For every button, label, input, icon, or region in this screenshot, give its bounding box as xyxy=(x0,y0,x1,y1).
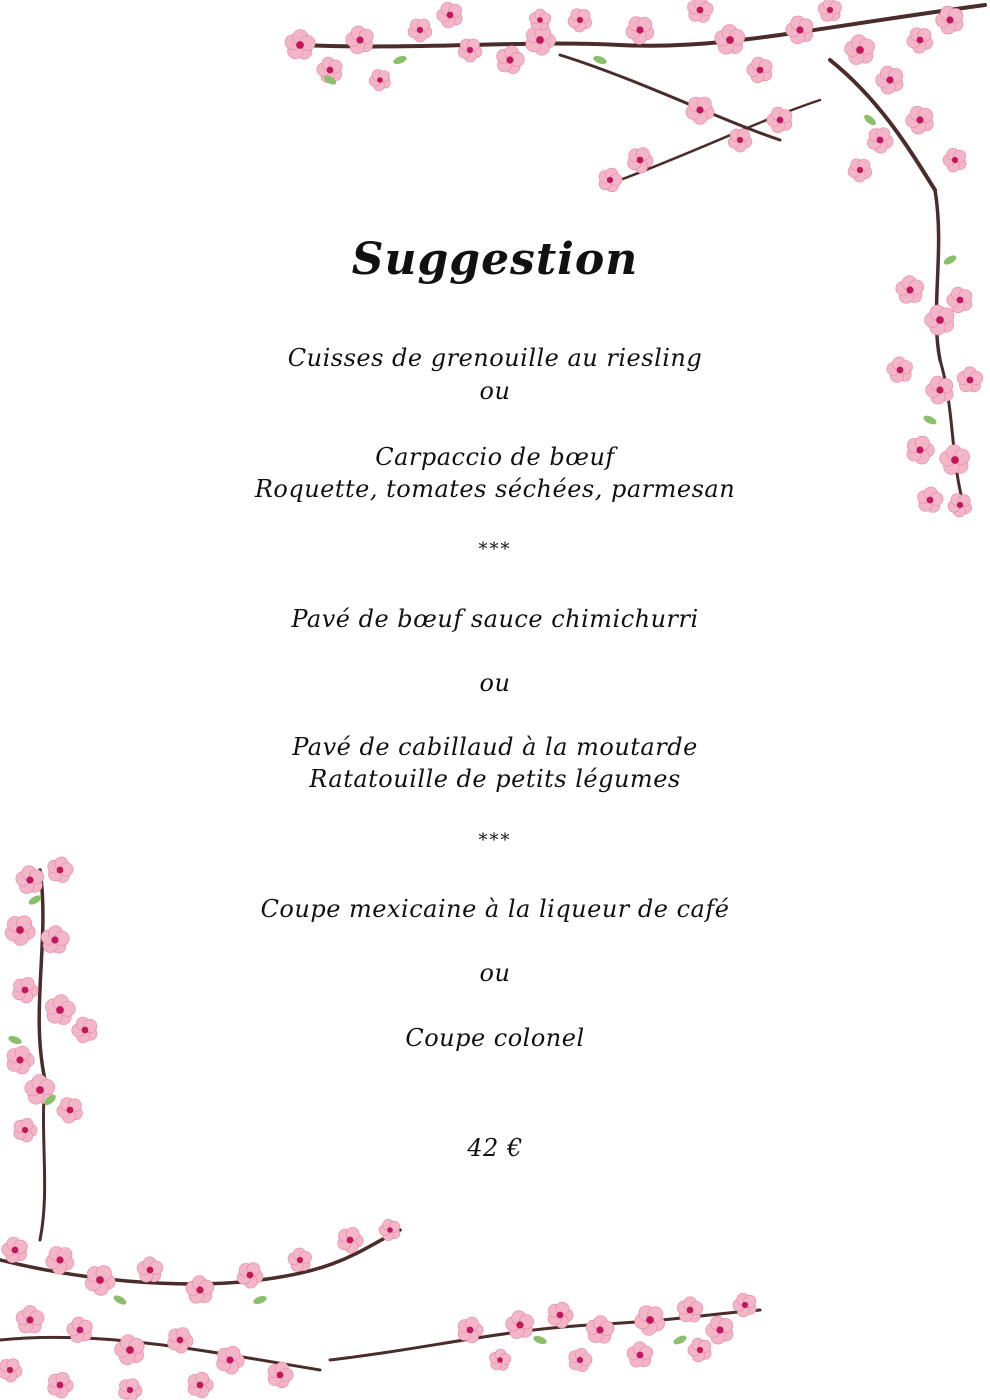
blossom-icon xyxy=(706,1316,733,1344)
blossom-icon xyxy=(677,1297,703,1322)
blossom-icon xyxy=(715,25,745,55)
blossom-icon xyxy=(0,1359,22,1382)
blossom-icon xyxy=(876,66,903,94)
blossom-icon xyxy=(688,1338,711,1362)
blossom-icon xyxy=(338,1227,364,1253)
blossom-icon xyxy=(627,1342,653,1367)
blossom-icon xyxy=(186,1276,214,1304)
blossom-icon xyxy=(818,0,842,21)
blossom-icon xyxy=(217,1346,245,1374)
blossom-icon xyxy=(867,128,893,153)
blossom-icon xyxy=(188,1372,213,1398)
blossom-icon xyxy=(237,1263,263,1288)
blossom-icon xyxy=(57,1098,83,1124)
blossom-icon xyxy=(845,35,875,65)
blossom-icon xyxy=(369,70,390,91)
blossom-icon xyxy=(626,17,654,45)
blossom-icon xyxy=(907,28,933,54)
menu-price: 42 € xyxy=(467,1134,523,1162)
blossom-icon xyxy=(288,1248,312,1271)
entree-option-2-line-2: Roquette, tomates séchées, parmesan xyxy=(254,475,736,503)
main-or: ou xyxy=(479,669,511,697)
blossom-icon xyxy=(346,26,374,54)
menu-title: Suggestion xyxy=(351,234,639,285)
blossom-icon xyxy=(48,857,73,883)
blossom-icon xyxy=(48,1372,73,1398)
blossom-icon xyxy=(586,1316,614,1344)
blossom-icon xyxy=(569,1348,592,1372)
entree-option-1: Cuisses de grenouille au riesling xyxy=(287,344,703,372)
blossom-icon xyxy=(906,106,934,134)
blossom-icon xyxy=(2,1237,28,1263)
main-option-2-line-2: Ratatouille de petits légumes xyxy=(309,765,681,793)
blossom-icon xyxy=(45,995,75,1025)
blossom-icon xyxy=(925,305,954,335)
separator-1: *** xyxy=(478,539,512,560)
blossom-icon xyxy=(635,1306,665,1336)
dessert-option-1: Coupe mexicaine à la liqueur de café xyxy=(260,895,730,923)
blossom-icon xyxy=(747,57,772,83)
blossom-icon xyxy=(497,46,525,74)
entree-or: ou xyxy=(479,377,511,405)
blossom-icon xyxy=(458,39,482,62)
blossom-icon xyxy=(728,129,752,152)
blossom-icon xyxy=(529,9,551,30)
blossom-icon xyxy=(408,19,432,42)
blossom-icon xyxy=(285,30,315,60)
blossom-icon xyxy=(437,2,462,28)
blossom-icon xyxy=(85,1266,115,1296)
blossom-icon xyxy=(943,148,966,172)
blossom-icon xyxy=(548,1302,573,1328)
dessert-option-2: Coupe colonel xyxy=(405,1024,585,1052)
blossom-icon xyxy=(137,1257,163,1282)
blossom-icon xyxy=(16,1306,44,1333)
blossom-icon xyxy=(599,168,622,192)
main-option-1: Pavé de bœuf sauce chimichurri xyxy=(291,605,699,633)
blossom-icon xyxy=(568,9,592,32)
blossom-icon xyxy=(688,0,714,22)
entree-option-2-line-1: Carpaccio de bœuf xyxy=(375,443,615,471)
blossom-icon xyxy=(786,16,813,44)
separator-2: *** xyxy=(478,830,512,851)
blossom-icon xyxy=(686,97,714,124)
dessert-or: ou xyxy=(479,959,511,987)
blossom-icon xyxy=(848,159,872,182)
blossom-icon xyxy=(490,1349,511,1370)
main-option-2-line-1: Pavé de cabillaud à la moutarde xyxy=(292,733,698,761)
blossom-icon xyxy=(119,1379,142,1400)
blossom-icon xyxy=(41,926,69,954)
blossom-icon xyxy=(379,1219,400,1240)
blossom-icon xyxy=(767,107,792,133)
